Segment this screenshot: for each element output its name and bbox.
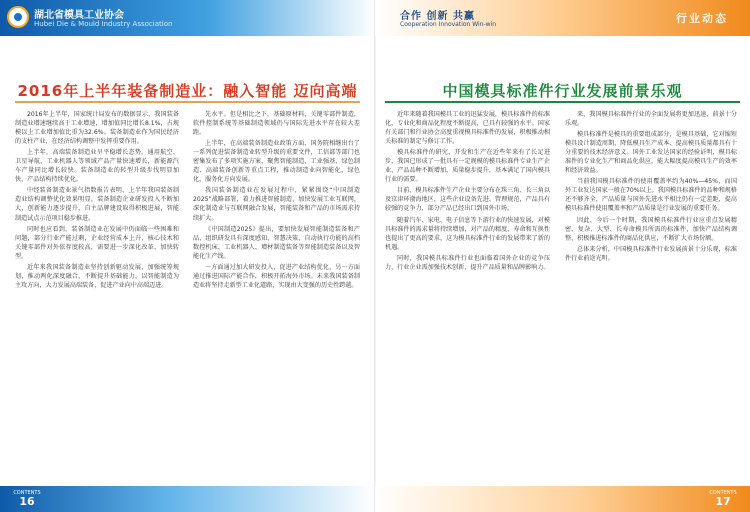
paragraph: 因此，今后一个时期，我国模具标准件行业应重点发展精密、复杂、大型、长寿命模具所需的标准件，加快产品结构调整，积极推进标准件的商品化供应，不断扩大市场份额。 (565, 216, 737, 242)
paragraph: 模具标准件的研究、开发和生产在近些年来有了长足进步，我国已形成了一批具有一定规模的模具标准件专业生产企业，产品品种不断增加，质量稳步提升，基本满足了国内模具行业的需要。 (385, 149, 550, 184)
page-label: CONTENTS (13, 490, 41, 496)
paragraph: 《中国制造2025》提出，要加快发展智能制造装备和产品，组织研发具有深度感知、智慧决策、自动执行功能的高档数控机床、工业机器人、增材制造装备等智能制造装备以及智能化生产线。 (193, 225, 360, 260)
right-article-column-1 (385, 110, 550, 484)
header-right-bar (375, 0, 750, 36)
right-article-title: 中国模具标准件行业发展前景乐观 (442, 82, 683, 100)
paragraph: 近年来我国装备制造业坚持创新驱动发展，加强统筹规划，推动两化深度融合，不断提升基础能力，以智能制造为主攻方向，大力发展高端装备，促进产业向中高端迈进。 (15, 263, 179, 289)
paragraph: 中经装备制造业景气指数报告表明，上半年我国装备制造业结构调整优化效果明显。装备制造企业研发投入不断加大，创新能力逐步提升，自主品牌建设取得积极进展，智能制造试点示范项目稳步推进。 (15, 187, 179, 222)
page-number: 17 (715, 495, 731, 508)
header-left-bar (0, 0, 375, 36)
page-number-right (706, 490, 740, 508)
paragraph: 近年来随着我国模具工业的迅猛发展，模具标准件的标准化、专业化和商品化程度不断提高，已具有较强的水平。国家有关部门和行业协会高度重视模具标准件的发展，积极推动相关标准的制定与修订工作。 (385, 111, 550, 146)
paragraph: 当前我国模具标准件的使用覆盖率约为40%—45%，而国外工业发达国家一般在70%以上。我国模具标准件的品种和规格还不够齐全，产品质量与国外先进水平相比仍有一定差距，提高模具标准件使用覆盖率和产品质量是行业发展的重要任务。 (565, 178, 737, 213)
paragraph: 先水平。但是相比之下，基础原材料、关键零部件制造，软件控制系统等基础制造领域仍与国际先进水平存在较大差距。 (193, 111, 360, 137)
paragraph: 一方面通过加大研发投入，促进产业结构优化，另一方面通过推进国际产能合作，积极开拓海外市场。未来我国装备制造业将坚持走新型工业化道路，实现由大变强的历史性跨越。 (193, 263, 360, 289)
page-label: CONTENTS (709, 490, 737, 496)
right-page (375, 0, 750, 512)
section-title: 行业动态 (676, 12, 728, 25)
paragraph: 总体来分析，中国模具标准件行业发展前景十分乐观，标准件行业前途光明。 (565, 245, 737, 262)
paragraph: 目前，模具标准件生产企业主要分布在珠三角、长三角以及京津环渤海地区，这些企业设备先进、管理规范，产品具有较强的竞争力，部分产品已经出口到国外市场。 (385, 187, 550, 213)
right-title-rule (385, 101, 740, 103)
paragraph: 我国装备制造业在发展过程中，紧紧围绕“中国制造2025”战略部署，着力推进智能制造，加快发展工业互联网，深化制造业与互联网融合发展，智能装备和产品的市场需求持续扩大。 (193, 187, 360, 222)
paragraph: 上半年，在高端装备制造业政策方面，国务院相继出台了一系列促进装备制造业转型升级的重要文件，工信部等部门也密集发布了多项实施方案，聚焦智能制造、工业强基、绿色制造、高端装备创新等重点工程，推动制造业向智能化、绿色化、服务化方向发展。 (193, 140, 360, 184)
page-number-left (10, 490, 44, 508)
association-logo-icon (7, 6, 29, 28)
footer-left-bar (0, 486, 375, 512)
left-article-title: 2016年上半年装备制造业：融入智能 迈向高端 (17, 82, 358, 100)
footer-right-bar (375, 486, 750, 512)
right-article-column-2 (565, 110, 737, 484)
left-article-column-2 (193, 110, 360, 484)
paragraph: 模具标准件是模具的重要组成部分，是模具基础，它对缩短模具设计制造周期、降低模具生产成本、提高模具质量都具有十分重要的技术经济意义。国外工业发达国家的经验证明，模具标准件的专业化生产和商品化供应，能大幅度提高模具生产的效率和经济效益。 (565, 131, 737, 175)
left-title-rule (15, 101, 360, 103)
paragraph: 来，我国模具标准件行业的全面发展将更加迅速，前景十分乐观。 (565, 111, 737, 128)
slogan: 合作 创新 共赢 (400, 11, 475, 22)
paragraph: 随着汽车、家电、电子信息等下游行业的快速发展，对模具标准件的需求量将持续增加，对产品的精度、寿命和互换性也提出了更高的要求，这为模具标准件行业的发展带来了新的机遇。 (385, 216, 550, 251)
page-number: 16 (19, 495, 35, 508)
association-name: 湖北省模具工业协会 (34, 10, 124, 21)
paragraph: 同时，我国模具标准件行业也面临着国外企业的竞争压力，行业企业需加强技术创新，提升产品质量和品牌影响力。 (385, 254, 550, 271)
paragraph: 2016年上半年，国家统计局发布的数据显示，我国装备制造业增速继续高于工业增速，增加值同比增长8.1%，占规模以上工业增加值比重为32.6%。装备制造业作为国民经济的支柱产业，在经济结构调整中发挥重要作用。 (15, 111, 179, 146)
slogan-en: Cooperation Innovation Win-win (400, 21, 497, 28)
association-name-en: Hubei Die & Mould Industry Association (34, 20, 173, 28)
paragraph: 同时也应看到，装备制造业在发展中仍面临一些困难和问题，部分行业产能过剩，企业经营成本上升，核心技术和关键零部件对外依存度较高，需要进一步深化改革、加快转型。 (15, 225, 179, 260)
left-article-column-1 (15, 110, 179, 484)
paragraph: 上半年，高端装备制造业呈平稳增长态势，通用航空、卫星导航、工业机器人等领域产品产量快速增长，新能源汽车产量同比增长较快。装备制造业的转型升级步伐明显加快，产品结构持续优化。 (15, 149, 179, 184)
